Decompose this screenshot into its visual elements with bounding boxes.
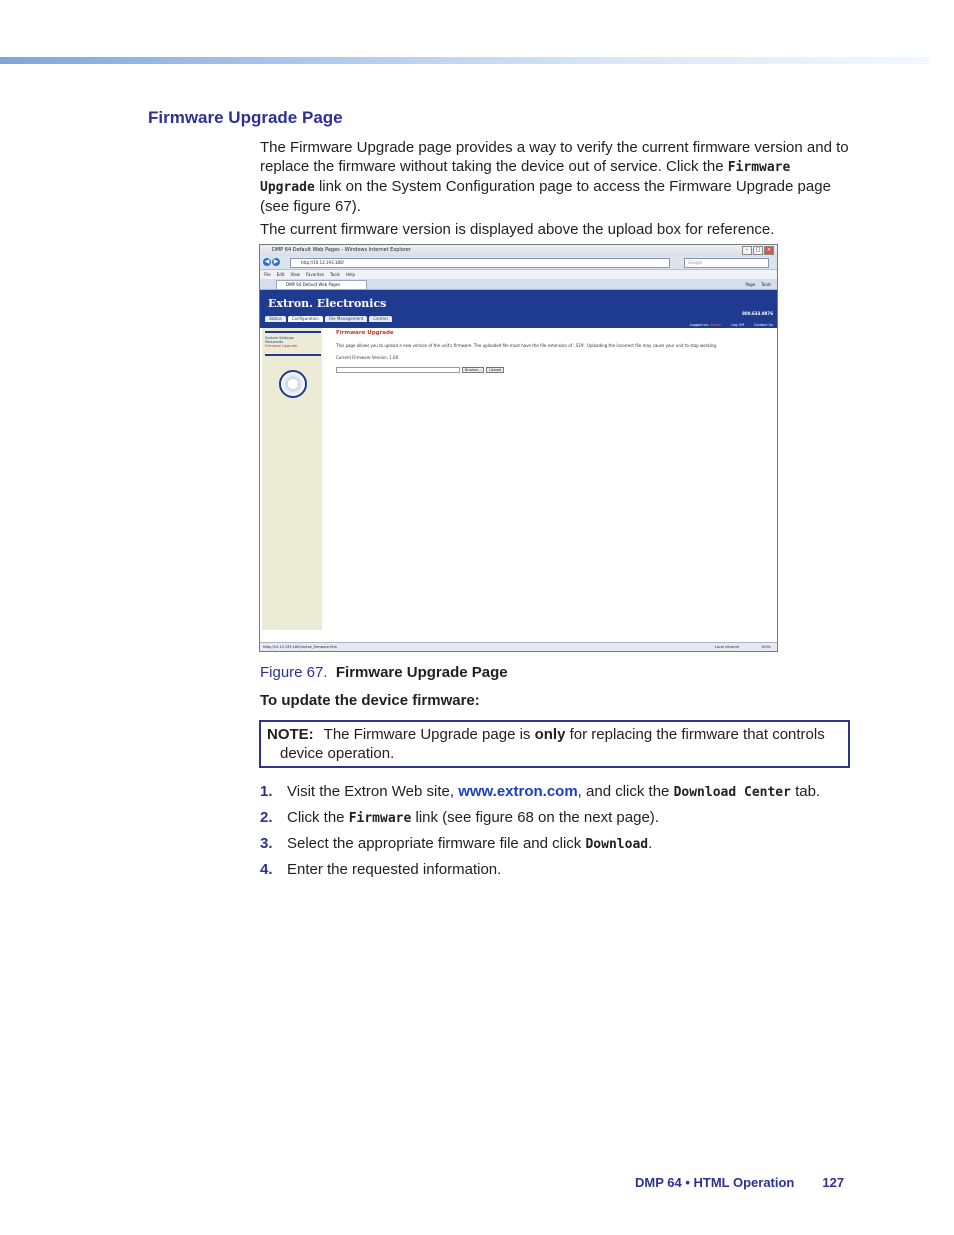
contact-link[interactable]: Contact Us: [753, 323, 773, 327]
note-bold: only: [534, 726, 566, 743]
extron-logo: Extron. Electronics: [268, 297, 387, 310]
step-text: .: [648, 835, 653, 852]
extron-link[interactable]: www.extron.com: [458, 783, 578, 800]
step-number: 3.: [260, 835, 273, 852]
search-input[interactable]: Google: [684, 258, 769, 268]
intro-text-1: The Firmware Upgrade page provides a way to verify the current firmware version and to replace the firmware without taking the device out of service. Click the: [260, 139, 849, 175]
header-accent-bar: [0, 57, 930, 64]
window-title: DMP 64 Default Web Pages - Windows Internet Explorer: [272, 247, 411, 253]
note-text-before: The Firmware Upgrade page is: [323, 726, 535, 743]
step-number: 1.: [260, 783, 273, 800]
page-menu[interactable]: Page: [745, 282, 756, 287]
firmware-heading: Firmware Upgrade: [336, 330, 394, 336]
figure-title: Firmware Upgrade Page: [335, 664, 508, 681]
version-paragraph: The current firmware version is displayed above the upload box for reference.: [260, 221, 775, 238]
section-title: Firmware Upgrade Page: [148, 108, 343, 127]
step-code: Download Center: [673, 785, 791, 800]
menu-favorites[interactable]: Favorites: [305, 272, 325, 277]
command-bar: [745, 280, 771, 289]
tab-control[interactable]: Control: [369, 316, 391, 322]
sidebar-divider: [265, 331, 321, 333]
tab-file-management[interactable]: File Management: [325, 316, 367, 322]
footer-doc-title: DMP 64 • HTML Operation: [635, 1175, 795, 1190]
menu-edit[interactable]: Edit: [276, 272, 285, 277]
logged-on-label: Logged on:: [689, 323, 710, 327]
step-code: Firmware: [348, 811, 412, 826]
list-item: [260, 808, 860, 834]
page-number: 127: [822, 1175, 845, 1190]
current-firmware-version: Current Firmware Version: 1.00: [336, 355, 399, 360]
extron-sidebar: [262, 328, 322, 630]
file-path-input[interactable]: [336, 367, 460, 373]
logged-on-user: Admin: [710, 323, 722, 327]
upload-button[interactable]: Upload: [486, 367, 504, 373]
extron-header: [260, 290, 777, 322]
upload-row: [336, 367, 772, 373]
sidebar-item-firmware-upgrade[interactable]: Firmware Upgrade: [265, 344, 298, 348]
back-icon[interactable]: ◀: [264, 258, 270, 265]
note-line-2: device operation.: [280, 745, 395, 762]
status-zone: Local intranet: [714, 645, 739, 649]
extron-emblem-icon: [279, 370, 307, 398]
log-off-link[interactable]: Log Off: [731, 323, 744, 327]
phone-number: 800.633.9876: [742, 311, 773, 316]
extron-body: [260, 328, 777, 630]
step-text: Click the: [287, 809, 349, 826]
step-text: Visit the Extron Web site,: [287, 783, 459, 800]
steps-list: [260, 782, 860, 886]
menu-tools[interactable]: Tools: [330, 272, 340, 277]
browser-tab[interactable]: DMP 64 Default Web Pages: [276, 280, 367, 290]
list-item: [260, 834, 860, 860]
list-item: [260, 860, 860, 886]
figure-number: Figure 67.: [260, 664, 328, 681]
firmware-description: This page allows you to upload a new version of the unit's firmware. The uploaded file must have the file extension of '.S19'. Uploading the incorrect file may cause your unit to stop working.: [336, 343, 718, 348]
procedure-heading: To update the device firmware:: [260, 692, 480, 709]
url-input[interactable]: http://10.13.193.180/: [290, 258, 670, 268]
step-number: 2.: [260, 809, 273, 826]
tab-configuration[interactable]: Configuration: [288, 316, 323, 322]
sidebar-item-passwords[interactable]: Passwords: [265, 340, 284, 344]
window-controls: [742, 246, 774, 255]
step-text: tab.: [790, 783, 821, 800]
sidebar-divider: [265, 354, 321, 356]
browser-titlebar: [260, 245, 777, 256]
note-text-after: for replacing the firmware that controls: [565, 726, 825, 743]
step-text: Enter the requested information.: [287, 861, 502, 878]
step-text: Select the appropriate firmware file and click: [287, 835, 586, 852]
intro-code: Firmware Upgrade: [260, 160, 791, 195]
note-box: [259, 720, 850, 768]
sidebar-links: [265, 336, 297, 348]
menu-file[interactable]: File: [264, 272, 271, 277]
maximize-icon[interactable]: □: [753, 246, 763, 255]
status-bar: [260, 642, 777, 651]
status-url: http://10.13.193.180/nortxe_firmware.htm: [263, 645, 338, 649]
firmware-upgrade-screenshot: [259, 244, 778, 652]
note-label: NOTE:: [267, 726, 314, 743]
nav-buttons: [263, 258, 280, 266]
forward-icon[interactable]: ▶: [273, 258, 279, 265]
step-code: Download: [585, 837, 649, 852]
tab-status[interactable]: Status: [265, 316, 286, 322]
step-text: link (see figure 68 on the next page).: [411, 809, 659, 826]
browse-button[interactable]: Browse...: [462, 367, 484, 373]
note-line-1: [267, 725, 840, 744]
menu-view[interactable]: View: [290, 272, 300, 277]
menu-bar: [260, 270, 777, 279]
tab-bar: [260, 279, 777, 290]
menu-help[interactable]: Help: [345, 272, 356, 277]
tools-menu[interactable]: Tools: [761, 282, 771, 287]
extron-main: [336, 330, 772, 373]
list-item: [260, 782, 860, 808]
figure-caption: [260, 664, 508, 681]
step-number: 4.: [260, 861, 273, 878]
minimize-icon[interactable]: –: [742, 246, 752, 255]
close-icon[interactable]: ×: [764, 246, 774, 255]
sidebar-item-system-settings[interactable]: System Settings: [265, 336, 294, 340]
step-text: , and click the: [577, 783, 674, 800]
page-footer: [635, 1175, 844, 1190]
intro-paragraph: [260, 138, 852, 216]
zoom-level[interactable]: 100%: [760, 645, 771, 649]
address-bar: [260, 256, 777, 270]
intro-text-2: link on the System Configuration page to access the Firmware Upgrade page (see figure 67).: [260, 178, 831, 215]
